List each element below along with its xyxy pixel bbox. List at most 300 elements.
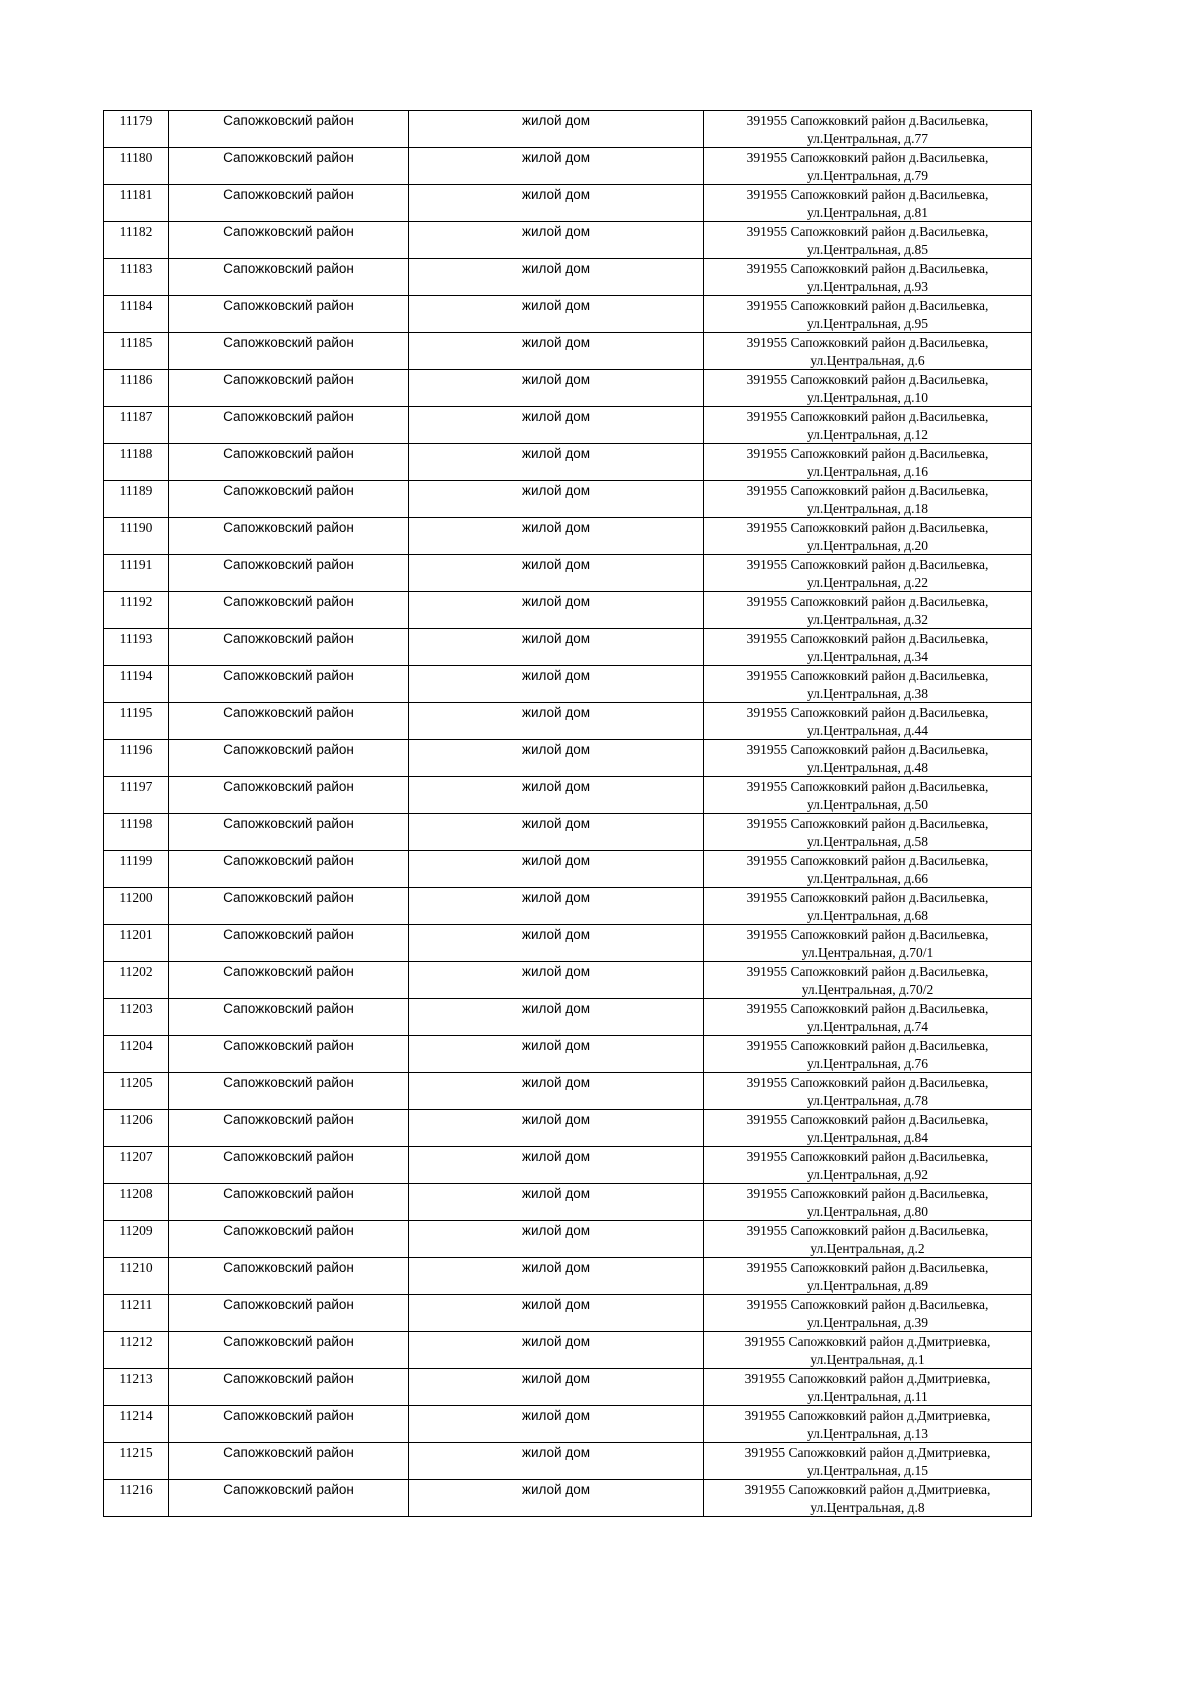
- address-cell: [704, 518, 1032, 555]
- record-number-cell: [104, 1036, 169, 1073]
- record-number-cell: [104, 740, 169, 777]
- record-number: 11198: [119, 816, 153, 831]
- object-type-cell: [409, 296, 704, 333]
- object-type-cell: [409, 1221, 704, 1258]
- record-number-cell: [104, 1184, 169, 1221]
- address-cell: [704, 185, 1032, 222]
- district-cell: [169, 1147, 409, 1184]
- object-type-cell: [409, 1073, 704, 1110]
- district-cell: [169, 222, 409, 259]
- record-number: 11184: [119, 298, 153, 313]
- address-line-1: 391955 Сапожковкий район д.Васильевка,: [746, 446, 989, 461]
- record-number: 11209: [119, 1223, 153, 1238]
- address-line-2: ул.Центральная, д.18: [807, 501, 928, 516]
- object-type-cell: [409, 1147, 704, 1184]
- address-line-2: ул.Центральная, д.77: [807, 131, 928, 146]
- district-name: Сапожковский район: [223, 1075, 354, 1090]
- district-cell: [169, 925, 409, 962]
- record-number-cell: [104, 1443, 169, 1480]
- object-type: жилой дом: [521, 483, 591, 498]
- district-name: Сапожковский район: [223, 1371, 354, 1386]
- object-type-cell: [409, 481, 704, 518]
- record-number-cell: [104, 1480, 169, 1517]
- district-name: Сапожковский район: [223, 927, 354, 942]
- object-type-cell: [409, 185, 704, 222]
- address-line-1: 391955 Сапожковкий район д.Васильевка,: [746, 335, 989, 350]
- object-type-cell: [409, 222, 704, 259]
- table-row: [104, 592, 1032, 629]
- address-line-1: 391955 Сапожковкий район д.Васильевка,: [746, 1075, 989, 1090]
- record-number: 11181: [119, 187, 153, 202]
- district-name: Сапожковский район: [223, 594, 354, 609]
- record-number: 11203: [119, 1001, 153, 1016]
- address-line-1: 391955 Сапожковкий район д.Васильевка,: [746, 150, 989, 165]
- address-line-2: ул.Центральная, д.85: [807, 242, 928, 257]
- object-type-cell: [409, 999, 704, 1036]
- table-row: [104, 111, 1032, 148]
- address-line-2: ул.Центральная, д.16: [807, 464, 928, 479]
- district-cell: [169, 1406, 409, 1443]
- record-number: 11183: [119, 261, 153, 276]
- table-row: [104, 666, 1032, 703]
- object-type: жилой дом: [521, 1186, 591, 1201]
- address-line-2: ул.Центральная, д.79: [807, 168, 928, 183]
- object-type: жилой дом: [521, 1223, 591, 1238]
- table-row: [104, 333, 1032, 370]
- object-type: жилой дом: [521, 224, 591, 239]
- address-cell: [704, 1332, 1032, 1369]
- address-cell: [704, 592, 1032, 629]
- table-row: [104, 1480, 1032, 1517]
- record-number: 11179: [119, 113, 153, 128]
- address-line-2: ул.Центральная, д.89: [807, 1278, 928, 1293]
- district-name: Сапожковский район: [223, 557, 354, 572]
- address-cell: [704, 962, 1032, 999]
- address-cell: [704, 222, 1032, 259]
- district-name: Сапожковский район: [223, 1482, 354, 1497]
- address-line-2: ул.Центральная, д.32: [807, 612, 928, 627]
- address-line-1: 391955 Сапожковкий район д.Васильевка,: [746, 1297, 989, 1312]
- district-cell: [169, 111, 409, 148]
- record-number-cell: [104, 925, 169, 962]
- object-type-cell: [409, 1184, 704, 1221]
- address-cell: [704, 444, 1032, 481]
- address-cell: [704, 1073, 1032, 1110]
- address-line-2: ул.Центральная, д.22: [807, 575, 928, 590]
- district-cell: [169, 999, 409, 1036]
- table-row: [104, 1184, 1032, 1221]
- district-name: Сапожковский район: [223, 1408, 354, 1423]
- district-name: Сапожковский район: [223, 816, 354, 831]
- address-line-2: ул.Центральная, д.6: [810, 353, 925, 368]
- district-name: Сапожковский район: [223, 113, 354, 128]
- address-line-2: ул.Центральная, д.8: [810, 1500, 925, 1515]
- district-name: Сапожковский район: [223, 890, 354, 905]
- address-line-1: 391955 Сапожковкий район д.Васильевка,: [746, 483, 989, 498]
- object-type: жилой дом: [521, 1001, 591, 1016]
- address-line-2: ул.Центральная, д.13: [807, 1426, 928, 1441]
- object-type-cell: [409, 555, 704, 592]
- record-number: 11188: [119, 446, 153, 461]
- object-type-cell: [409, 111, 704, 148]
- object-type: жилой дом: [521, 779, 591, 794]
- address-cell: [704, 1036, 1032, 1073]
- district-cell: [169, 333, 409, 370]
- object-type: жилой дом: [521, 1334, 591, 1349]
- object-type: жилой дом: [521, 742, 591, 757]
- address-line-1: 391955 Сапожковкий район д.Васильевка,: [746, 1112, 989, 1127]
- object-type: жилой дом: [521, 1408, 591, 1423]
- district-name: Сапожковский район: [223, 409, 354, 424]
- address-cell: [704, 481, 1032, 518]
- record-number-cell: [104, 666, 169, 703]
- address-line-2: ул.Центральная, д.68: [807, 908, 928, 923]
- object-type: жилой дом: [521, 1038, 591, 1053]
- district-cell: [169, 444, 409, 481]
- object-type: жилой дом: [521, 705, 591, 720]
- object-type-cell: [409, 1295, 704, 1332]
- table-row: [104, 1406, 1032, 1443]
- district-name: Сапожковский район: [223, 853, 354, 868]
- record-number-cell: [104, 333, 169, 370]
- object-type: жилой дом: [521, 261, 591, 276]
- address-cell: [704, 148, 1032, 185]
- record-number: 11210: [119, 1260, 153, 1275]
- address-line-1: 391955 Сапожковкий район д.Васильевка,: [746, 298, 989, 313]
- district-name: Сапожковский район: [223, 1001, 354, 1016]
- district-name: Сапожковский район: [223, 964, 354, 979]
- record-number: 11191: [119, 557, 153, 572]
- object-type: жилой дом: [521, 1112, 591, 1127]
- district-name: Сапожковский район: [223, 631, 354, 646]
- table-row: [104, 222, 1032, 259]
- table-row: [104, 1036, 1032, 1073]
- address-line-1: 391955 Сапожковкий район д.Васильевка,: [746, 261, 989, 276]
- district-name: Сапожковский район: [223, 261, 354, 276]
- object-type-cell: [409, 518, 704, 555]
- address-cell: [704, 999, 1032, 1036]
- object-type: жилой дом: [521, 409, 591, 424]
- record-number: 11207: [119, 1149, 153, 1164]
- record-number-cell: [104, 1258, 169, 1295]
- district-cell: [169, 703, 409, 740]
- object-type-cell: [409, 629, 704, 666]
- record-number: 11208: [119, 1186, 153, 1201]
- record-number-cell: [104, 814, 169, 851]
- table-row: [104, 370, 1032, 407]
- address-line-2: ул.Центральная, д.50: [807, 797, 928, 812]
- address-line-2: ул.Центральная, д.76: [807, 1056, 928, 1071]
- table-row: [104, 1369, 1032, 1406]
- address-line-2: ул.Центральная, д.34: [807, 649, 928, 664]
- address-line-1: 391955 Сапожковкий район д.Дмитриевка,: [744, 1445, 991, 1460]
- record-number-cell: [104, 888, 169, 925]
- object-type-cell: [409, 259, 704, 296]
- record-number-cell: [104, 851, 169, 888]
- address-cell: [704, 666, 1032, 703]
- object-type-cell: [409, 740, 704, 777]
- table-row: [104, 185, 1032, 222]
- address-line-1: 391955 Сапожковкий район д.Дмитриевка,: [744, 1371, 991, 1386]
- district-cell: [169, 1036, 409, 1073]
- district-name: Сапожковский район: [223, 1445, 354, 1460]
- record-number-cell: [104, 518, 169, 555]
- record-number-cell: [104, 407, 169, 444]
- record-number-cell: [104, 703, 169, 740]
- object-type-cell: [409, 1036, 704, 1073]
- table-row: [104, 814, 1032, 851]
- district-cell: [169, 1332, 409, 1369]
- district-cell: [169, 407, 409, 444]
- district-name: Сапожковский район: [223, 520, 354, 535]
- district-cell: [169, 148, 409, 185]
- table-row: [104, 1443, 1032, 1480]
- record-number-cell: [104, 962, 169, 999]
- table-row: [104, 925, 1032, 962]
- object-type-cell: [409, 814, 704, 851]
- address-line-2: ул.Центральная, д.95: [807, 316, 928, 331]
- district-cell: [169, 1184, 409, 1221]
- table-row: [104, 851, 1032, 888]
- record-number: 11205: [119, 1075, 153, 1090]
- record-number-cell: [104, 259, 169, 296]
- object-type: жилой дом: [521, 298, 591, 313]
- address-line-1: 391955 Сапожковкий район д.Васильевка,: [746, 594, 989, 609]
- record-number-cell: [104, 444, 169, 481]
- table-row: [104, 1110, 1032, 1147]
- address-line-2: ул.Центральная, д.81: [807, 205, 928, 220]
- address-cell: [704, 407, 1032, 444]
- table-row: [104, 703, 1032, 740]
- district-name: Сапожковский район: [223, 1223, 354, 1238]
- table-row: [104, 999, 1032, 1036]
- address-cell: [704, 1406, 1032, 1443]
- address-line-1: 391955 Сапожковкий район д.Васильевка,: [746, 187, 989, 202]
- district-cell: [169, 296, 409, 333]
- address-cell: [704, 925, 1032, 962]
- object-type-cell: [409, 407, 704, 444]
- record-number-cell: [104, 296, 169, 333]
- object-type: жилой дом: [521, 1445, 591, 1460]
- address-line-1: 391955 Сапожковкий район д.Васильевка,: [746, 742, 989, 757]
- table-row: [104, 444, 1032, 481]
- district-cell: [169, 1443, 409, 1480]
- table-row: [104, 1073, 1032, 1110]
- address-line-2: ул.Центральная, д.70/2: [801, 982, 934, 997]
- record-number-cell: [104, 592, 169, 629]
- object-type: жилой дом: [521, 594, 591, 609]
- address-line-2: ул.Центральная, д.92: [807, 1167, 928, 1182]
- address-line-1: 391955 Сапожковкий район д.Васильевка,: [746, 409, 989, 424]
- record-number: 11214: [119, 1408, 153, 1423]
- record-number: 11211: [119, 1297, 153, 1312]
- object-type: жилой дом: [521, 1149, 591, 1164]
- object-type-cell: [409, 1480, 704, 1517]
- object-type: жилой дом: [521, 520, 591, 535]
- district-cell: [169, 740, 409, 777]
- address-line-1: 391955 Сапожковкий район д.Васильевка,: [746, 890, 989, 905]
- district-cell: [169, 888, 409, 925]
- district-cell: [169, 555, 409, 592]
- district-name: Сапожковский район: [223, 372, 354, 387]
- address-line-1: 391955 Сапожковкий район д.Васильевка,: [746, 816, 989, 831]
- address-line-2: ул.Центральная, д.48: [807, 760, 928, 775]
- address-cell: [704, 370, 1032, 407]
- address-line-2: ул.Центральная, д.11: [807, 1389, 928, 1404]
- address-line-2: ул.Центральная, д.39: [807, 1315, 928, 1330]
- address-line-1: 391955 Сапожковкий район д.Васильевка,: [746, 224, 989, 239]
- record-number: 11186: [119, 372, 153, 387]
- address-line-1: 391955 Сапожковкий район д.Васильевка,: [746, 557, 989, 572]
- address-line-1: 391955 Сапожковкий район д.Васильевка,: [746, 853, 989, 868]
- object-type: жилой дом: [521, 853, 591, 868]
- registry-table-body: [104, 111, 1032, 1517]
- address-line-2: ул.Центральная, д.70/1: [801, 945, 934, 960]
- address-line-2: ул.Центральная, д.12: [807, 427, 928, 442]
- object-type-cell: [409, 1406, 704, 1443]
- district-cell: [169, 666, 409, 703]
- table-row: [104, 888, 1032, 925]
- district-cell: [169, 1369, 409, 1406]
- record-number-cell: [104, 185, 169, 222]
- object-type: жилой дом: [521, 631, 591, 646]
- address-cell: [704, 1258, 1032, 1295]
- district-cell: [169, 592, 409, 629]
- district-name: Сапожковский район: [223, 298, 354, 313]
- record-number-cell: [104, 1221, 169, 1258]
- address-line-1: 391955 Сапожковкий район д.Васильевка,: [746, 1223, 989, 1238]
- address-line-2: ул.Центральная, д.84: [807, 1130, 928, 1145]
- address-cell: [704, 1110, 1032, 1147]
- record-number: 11213: [119, 1371, 153, 1386]
- district-cell: [169, 1295, 409, 1332]
- object-type: жилой дом: [521, 113, 591, 128]
- object-type-cell: [409, 1258, 704, 1295]
- record-number: 11212: [119, 1334, 153, 1349]
- record-number-cell: [104, 481, 169, 518]
- record-number-cell: [104, 777, 169, 814]
- address-line-2: ул.Центральная, д.93: [807, 279, 928, 294]
- district-name: Сапожковский район: [223, 1334, 354, 1349]
- address-line-1: 391955 Сапожковкий район д.Васильевка,: [746, 779, 989, 794]
- address-cell: [704, 296, 1032, 333]
- record-number: 11187: [119, 409, 153, 424]
- address-line-2: ул.Центральная, д.44: [807, 723, 928, 738]
- record-number: 11194: [119, 668, 153, 683]
- district-name: Сапожковский район: [223, 1297, 354, 1312]
- record-number-cell: [104, 1147, 169, 1184]
- table-row: [104, 1332, 1032, 1369]
- object-type-cell: [409, 333, 704, 370]
- record-number-cell: [104, 1332, 169, 1369]
- object-type-cell: [409, 703, 704, 740]
- record-number-cell: [104, 999, 169, 1036]
- address-cell: [704, 1147, 1032, 1184]
- record-number: 11197: [119, 779, 153, 794]
- district-name: Сапожковский район: [223, 1038, 354, 1053]
- table-row: [104, 962, 1032, 999]
- record-number-cell: [104, 1369, 169, 1406]
- table-row: [104, 407, 1032, 444]
- record-number: 11196: [119, 742, 153, 757]
- address-cell: [704, 703, 1032, 740]
- address-cell: [704, 740, 1032, 777]
- table-row: [104, 481, 1032, 518]
- address-line-2: ул.Центральная, д.20: [807, 538, 928, 553]
- address-line-1: 391955 Сапожковкий район д.Васильевка,: [746, 372, 989, 387]
- record-number: 11204: [119, 1038, 153, 1053]
- record-number: 11195: [119, 705, 153, 720]
- record-number: 11199: [119, 853, 153, 868]
- address-cell: [704, 1295, 1032, 1332]
- address-cell: [704, 1443, 1032, 1480]
- address-line-1: 391955 Сапожковкий район д.Васильевка,: [746, 705, 989, 720]
- district-name: Сапожковский район: [223, 1260, 354, 1275]
- object-type-cell: [409, 962, 704, 999]
- table-row: [104, 555, 1032, 592]
- object-type: жилой дом: [521, 1075, 591, 1090]
- record-number-cell: [104, 1295, 169, 1332]
- record-number-cell: [104, 555, 169, 592]
- object-type-cell: [409, 592, 704, 629]
- object-type: жилой дом: [521, 335, 591, 350]
- district-name: Сапожковский район: [223, 668, 354, 683]
- address-line-1: 391955 Сапожковкий район д.Васильевка,: [746, 927, 989, 942]
- district-cell: [169, 777, 409, 814]
- district-cell: [169, 1480, 409, 1517]
- object-type: жилой дом: [521, 187, 591, 202]
- record-number: 11185: [119, 335, 153, 350]
- address-cell: [704, 1184, 1032, 1221]
- district-cell: [169, 185, 409, 222]
- address-line-2: ул.Центральная, д.2: [810, 1241, 925, 1256]
- district-name: Сапожковский район: [223, 224, 354, 239]
- table-row: [104, 1147, 1032, 1184]
- record-number: 11189: [119, 483, 153, 498]
- table-row: [104, 777, 1032, 814]
- table-row: [104, 296, 1032, 333]
- address-cell: [704, 851, 1032, 888]
- object-type-cell: [409, 851, 704, 888]
- district-name: Сапожковский район: [223, 705, 354, 720]
- district-name: Сапожковский район: [223, 1149, 354, 1164]
- district-cell: [169, 1110, 409, 1147]
- address-line-1: 391955 Сапожковкий район д.Васильевка,: [746, 1186, 989, 1201]
- table-row: [104, 148, 1032, 185]
- record-number: 11182: [119, 224, 153, 239]
- table-row: [104, 740, 1032, 777]
- district-name: Сапожковский район: [223, 1112, 354, 1127]
- district-cell: [169, 518, 409, 555]
- address-line-1: 391955 Сапожковкий район д.Васильевка,: [746, 631, 989, 646]
- address-line-1: 391955 Сапожковкий район д.Васильевка,: [746, 520, 989, 535]
- record-number: 11192: [119, 594, 153, 609]
- district-name: Сапожковский район: [223, 483, 354, 498]
- object-type: жилой дом: [521, 1297, 591, 1312]
- record-number-cell: [104, 1406, 169, 1443]
- district-name: Сапожковский район: [223, 446, 354, 461]
- address-line-1: 391955 Сапожковкий район д.Дмитриевка,: [744, 1482, 991, 1497]
- registry-table: [103, 110, 1032, 1517]
- object-type-cell: [409, 444, 704, 481]
- address-cell: [704, 777, 1032, 814]
- district-cell: [169, 1258, 409, 1295]
- address-cell: [704, 629, 1032, 666]
- district-cell: [169, 259, 409, 296]
- district-cell: [169, 370, 409, 407]
- record-number: 11200: [119, 890, 153, 905]
- address-cell: [704, 111, 1032, 148]
